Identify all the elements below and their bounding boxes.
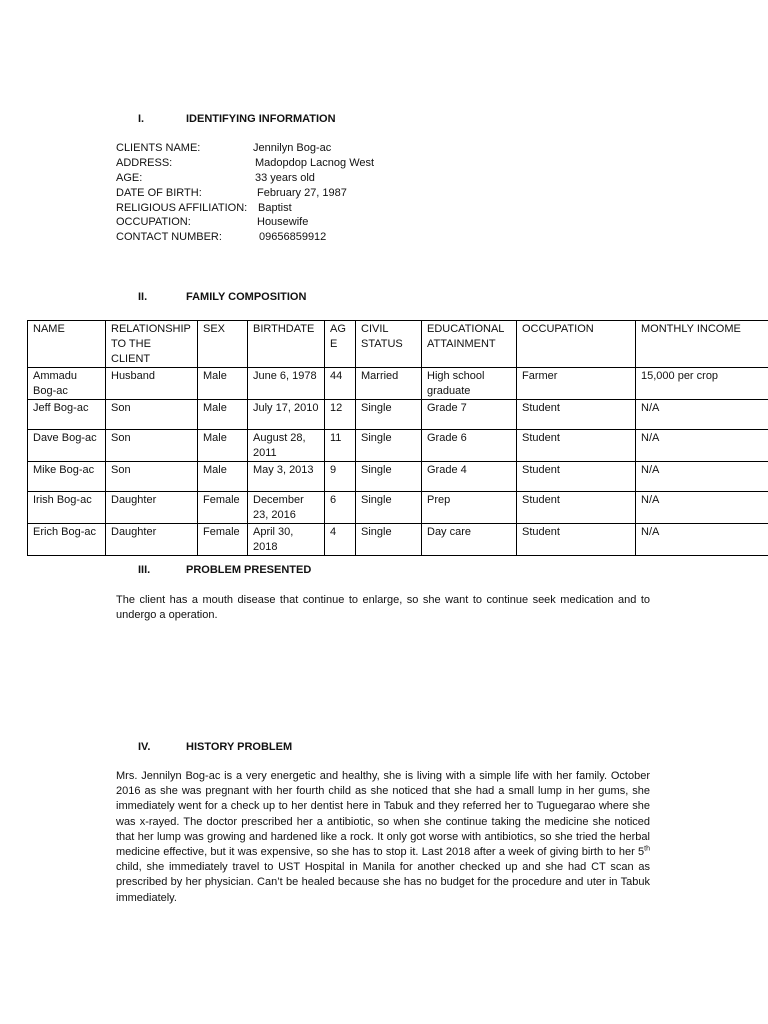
column-header: BIRTHDATE <box>248 321 325 368</box>
history-problem-text <box>116 769 650 906</box>
section-number: III. <box>138 564 151 576</box>
table-cell: Student <box>517 430 636 462</box>
table-cell: 11 <box>325 430 356 462</box>
table-cell: June 6, 1978 <box>248 368 325 400</box>
info-label: AGE: <box>116 171 143 184</box>
table-cell: 12 <box>325 400 356 430</box>
table-row <box>28 400 768 430</box>
table-cell: Male <box>198 462 248 492</box>
section-title: FAMILY COMPOSITION <box>186 291 307 303</box>
info-label: CLIENTS NAME: <box>116 142 201 154</box>
family-composition-table <box>27 320 768 556</box>
table-cell: Student <box>517 524 636 556</box>
table-cell: Student <box>517 400 636 430</box>
table-cell: Son <box>106 400 198 430</box>
table-row <box>28 492 768 524</box>
section-title: IDENTIFYING INFORMATION <box>186 113 336 125</box>
table-cell: Son <box>106 430 198 462</box>
table-cell: Ammadu Bog-ac <box>28 368 106 400</box>
table-cell: High school graduate <box>422 368 517 400</box>
info-value: 33 years old <box>255 171 315 184</box>
table-cell: Male <box>198 400 248 430</box>
section-number: II. <box>138 291 148 303</box>
table-cell: July 17, 2010 <box>248 400 325 430</box>
column-header: NAME <box>28 321 106 368</box>
column-header: MONTHLY INCOME <box>636 321 768 368</box>
section-3-heading <box>138 564 311 576</box>
table-cell: Grade 7 <box>422 400 517 430</box>
table-cell: Female <box>198 524 248 556</box>
table-cell: Irish Bog-ac <box>28 492 106 524</box>
table-cell: Single <box>356 524 422 556</box>
table-row <box>28 462 768 492</box>
column-header: SEX <box>198 321 248 368</box>
info-label: RELIGIOUS AFFILIATION: <box>116 201 248 214</box>
ordinal-suffix: th <box>644 845 650 853</box>
table-cell: Single <box>356 430 422 462</box>
info-label: CONTACT NUMBER: <box>116 231 222 244</box>
column-header: CIVIL STATUS <box>356 321 422 368</box>
table-cell: N/A <box>636 462 768 492</box>
column-header: AGE <box>325 321 356 368</box>
table-cell: Prep <box>422 492 517 524</box>
table-cell: Grade 4 <box>422 462 517 492</box>
table-cell: 6 <box>325 492 356 524</box>
table-header-row <box>28 321 768 368</box>
table-cell: N/A <box>636 492 768 524</box>
table-cell: N/A <box>636 430 768 462</box>
table-cell: Single <box>356 462 422 492</box>
history-text-part: child, she immediately travel to UST Hospital in Manila for another checked up and she had CT scan as prescribed by her physician. Can’t be healed because she has no budget for the procedure and uter in Tabuk immediately. <box>116 861 650 904</box>
table-cell: 4 <box>325 524 356 556</box>
table-row <box>28 430 768 462</box>
table-cell: Single <box>356 492 422 524</box>
table-cell: N/A <box>636 400 768 430</box>
info-value: Baptist <box>258 201 292 214</box>
table-cell: Erich Bog-ac <box>28 524 106 556</box>
table-cell: Grade 6 <box>422 430 517 462</box>
table-cell: Male <box>198 430 248 462</box>
section-title: HISTORY PROBLEM <box>186 741 293 753</box>
table-cell: Farmer <box>517 368 636 400</box>
section-1-heading <box>138 113 336 125</box>
table-cell: Husband <box>106 368 198 400</box>
table-cell: Day care <box>422 524 517 556</box>
column-header: EDUCATIONAL ATTAINMENT <box>422 321 517 368</box>
table-cell: Student <box>517 492 636 524</box>
table-cell: December 23, 2016 <box>248 492 325 524</box>
table-cell: 44 <box>325 368 356 400</box>
problem-presented-text: The client has a mouth disease that continue to enlarge, so she want to continue seek medication and to undergo a operation. <box>116 594 650 622</box>
table-cell: Daughter <box>106 524 198 556</box>
info-label: DATE OF BIRTH: <box>116 186 202 199</box>
table-cell: Married <box>356 368 422 400</box>
table-row <box>28 524 768 556</box>
info-value: 09656859912 <box>259 231 327 244</box>
table-cell: April 30, 2018 <box>248 524 325 556</box>
table-cell: 9 <box>325 462 356 492</box>
table-cell: Female <box>198 492 248 524</box>
table-cell: Jeff Bog-ac <box>28 400 106 430</box>
info-value: Jennilyn Bog-ac <box>253 142 332 154</box>
section-number: IV. <box>138 741 151 753</box>
table-cell: 15,000 per crop <box>636 368 768 400</box>
section-title: PROBLEM PRESENTED <box>186 564 312 576</box>
table-cell: Student <box>517 462 636 492</box>
table-cell: Single <box>356 400 422 430</box>
table-cell: May 3, 2013 <box>248 462 325 492</box>
info-label: ADDRESS: <box>116 156 173 169</box>
info-value: Madopdop Lacnog West <box>255 156 375 169</box>
table-cell: Male <box>198 368 248 400</box>
table-cell: August 28, 2011 <box>248 430 325 462</box>
column-header: RELATIONSHIP TO THE CLIENT <box>106 321 198 368</box>
info-value: Housewife <box>257 216 309 229</box>
table-cell: Dave Bog-ac <box>28 430 106 462</box>
column-header: OCCUPATION <box>517 321 636 368</box>
section-2-heading <box>138 291 306 303</box>
table-cell: Daughter <box>106 492 198 524</box>
info-label: OCCUPATION: <box>116 216 191 229</box>
info-value: February 27, 1987 <box>257 186 347 199</box>
table-cell: N/A <box>636 524 768 556</box>
section-4-heading <box>138 741 292 753</box>
table-cell: Mike Bog-ac <box>28 462 106 492</box>
section-number: I. <box>138 113 145 125</box>
history-text-part: Mrs. Jennilyn Bog-ac is a very energetic and healthy, she is living with a simple life with her family. October 2016 as she was pregnant with her fourth child as she noticed that she had a small lump in her gums, she immediately went for a check up to her dentist here in Tabuk and they referred her to Tuguegarao where she was x-rayed. The doctor prescribed her a antibiotic, so when she continue taking the medicine she noticed that her lump was growing and hardened like a rock. It only got worse with antibiotics, so she tried the herbal medicine effective, but it was expensive, so she has to stop it. Last 2018 after a week of giving birth to her 5 <box>116 770 650 859</box>
table-row <box>28 368 768 400</box>
table-cell: Son <box>106 462 198 492</box>
